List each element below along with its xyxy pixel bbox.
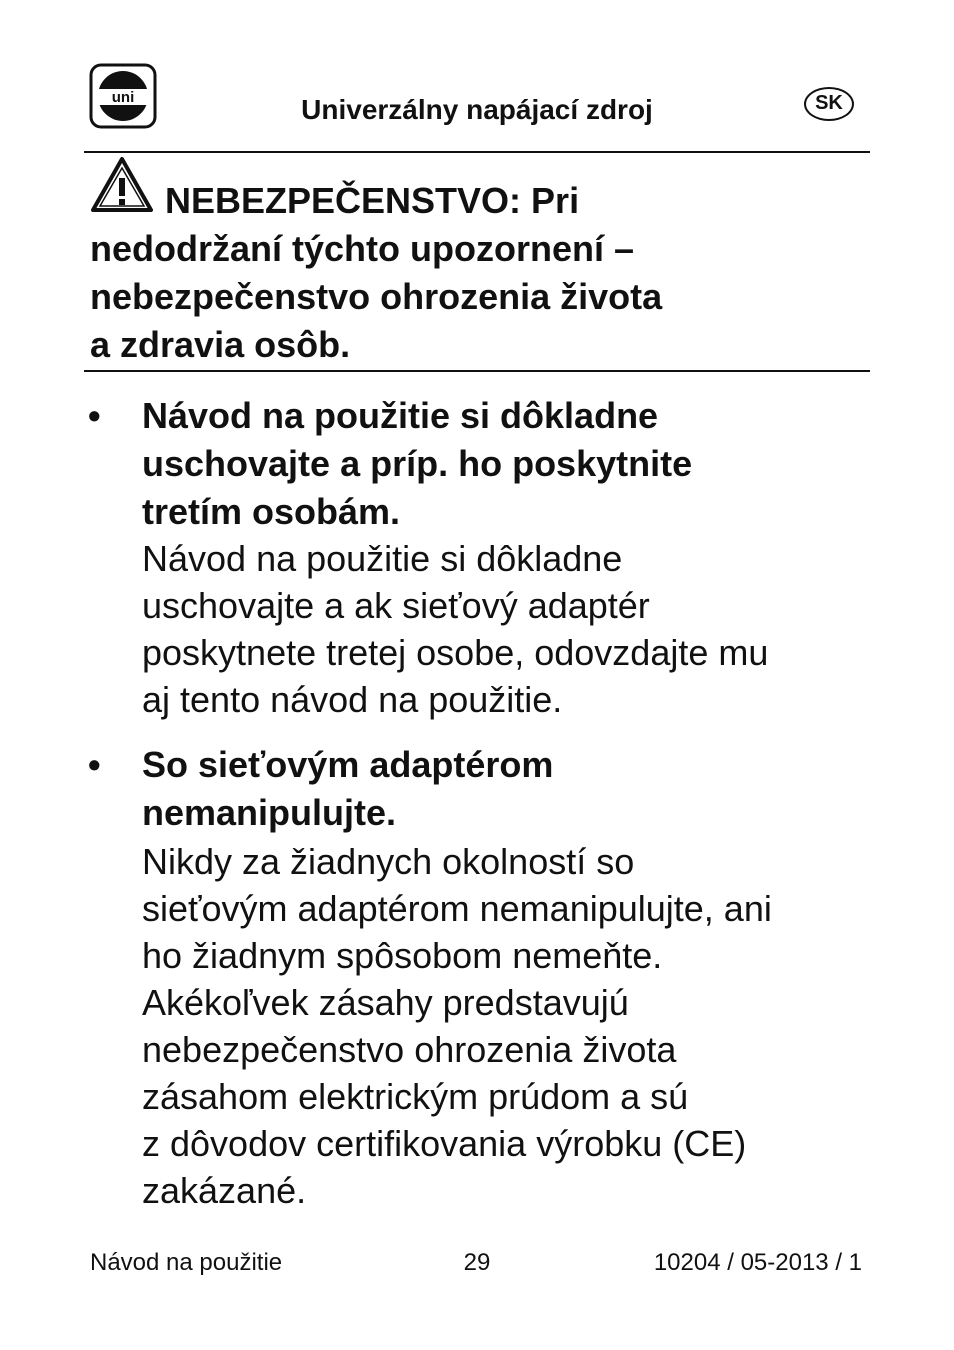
bullet-marker: • <box>88 744 101 785</box>
bullet-marker: • <box>88 395 101 436</box>
bullet-heading: So sieťovým adaptérom nemanipulujte. <box>142 744 554 833</box>
document-title: Univerzálny napájací zdroj <box>301 94 653 125</box>
danger-divider <box>84 370 870 372</box>
bullet-heading: Návod na použitie si dôkladne uschovajte a príp. ho poskytnite tretím osobám. <box>142 395 693 532</box>
language-badge: SK <box>804 87 854 121</box>
danger-notice-text: NEBEZPEČENSTVO: Pri nedodržaní týchto upozornení – nebezpečenstvo ohrozenia života a zdravia osôb. <box>90 180 663 365</box>
bullet-body: Nikdy za žiadnych okolností so sieťovým adaptérom nemanipulujte, ani ho žiadnym spôsobom nemeňte. Akékoľvek zásahy predstavujú nebezpečenstvo ohrozenia života zásahom elektrickým prúdom a sú z dôvodov certifikovania výrobku (CE) zakázané. <box>142 841 772 1211</box>
bullet-body: Návod na použitie si dôkladne uschovajte a ak sieťový adaptér poskytnete tretej osobe, odovzdajte mu aj tento návod na použitie. <box>142 538 769 720</box>
footer-manual-label: Návod na použitie <box>90 1249 283 1276</box>
logo-text: uni <box>111 89 135 106</box>
danger-notice <box>90 177 860 369</box>
footer-document-code: 10204 / 05-2013 / 1 <box>653 1249 862 1276</box>
page-number: 29 <box>463 1249 491 1276</box>
header-divider <box>84 151 870 153</box>
